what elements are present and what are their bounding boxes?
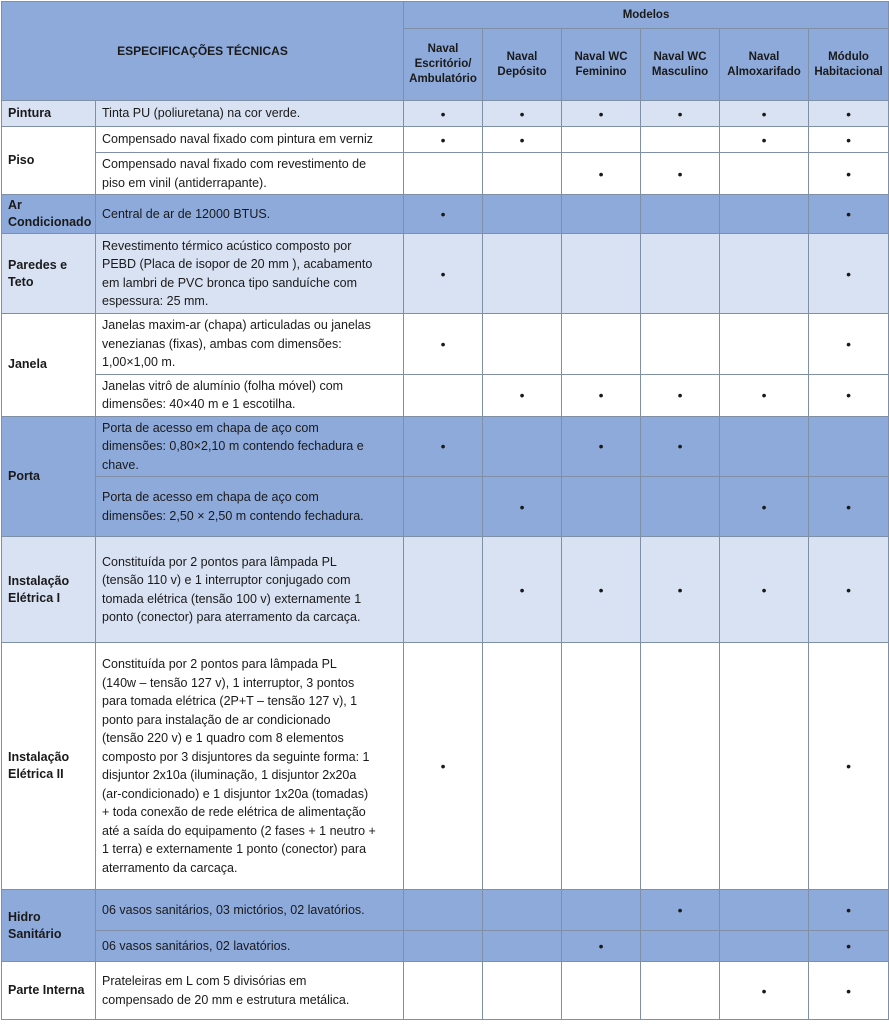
model-availability-cell — [720, 234, 809, 314]
model-availability-cell — [641, 931, 720, 962]
model-availability-cell — [720, 931, 809, 962]
model-header-line: Escritório/ — [414, 58, 472, 70]
model-availability-cell — [641, 477, 720, 537]
spec-description-line: (tensão 220 v) e 1 quadro com 8 elementos — [102, 731, 344, 745]
spec-description-line: piso em vinil (antiderrapante). — [102, 175, 267, 190]
model-availability-cell — [641, 314, 720, 375]
category-cell — [2, 195, 96, 234]
model-availability-cell — [641, 127, 720, 153]
spec-description-line: Tinta PU (poliuretana) na cor verde. — [102, 106, 301, 121]
spec-description — [96, 643, 404, 890]
spec-description-line: (140w – tensão 127 v), 1 interruptor, 3 pontos — [102, 675, 355, 690]
model-availability-cell — [641, 195, 720, 234]
bullet-mark: • — [846, 131, 851, 148]
model-availability-cell — [404, 314, 483, 375]
model-availability-cell — [404, 374, 483, 416]
model-availability-cell — [641, 374, 720, 416]
category-label: Parte Interna — [8, 983, 85, 997]
model-availability-cell — [641, 537, 720, 643]
spec-row — [2, 962, 889, 1020]
model-availability-cell — [809, 314, 889, 375]
model-availability-cell — [562, 643, 641, 890]
model-availability-cell — [641, 643, 720, 890]
model-availability-cell — [720, 374, 809, 416]
bullet-mark: • — [761, 982, 767, 999]
bullet-mark: • — [846, 265, 851, 282]
spec-description-line: Compensado naval fixado com pintura em verniz — [102, 132, 373, 147]
model-header-line: Naval — [427, 43, 459, 55]
category-cell — [2, 127, 96, 195]
bullet-mark: • — [440, 335, 446, 352]
bullet-mark: • — [846, 938, 851, 954]
spec-description-line: venezianas (fixas), ambas com dimensões: — [102, 336, 342, 351]
bullet-mark: • — [440, 265, 446, 282]
category-label: Porta — [8, 468, 40, 483]
spec-description — [96, 416, 404, 477]
spec-description-line: Porta de acesso em chapa de aço com — [102, 420, 319, 435]
model-availability-cell — [720, 153, 809, 195]
model-header-line: Módulo — [828, 50, 869, 63]
spec-description-line: dimensões: 2,50 × 2,50 m contendo fechadura. — [102, 508, 364, 523]
model-availability-cell — [483, 314, 562, 375]
model-availability-cell — [562, 374, 641, 416]
spec-description-line: 06 vasos sanitários, 02 lavatórios. — [102, 938, 291, 953]
spec-row — [2, 477, 889, 537]
model-availability-cell — [404, 477, 483, 537]
model-availability-cell — [720, 643, 809, 890]
model-availability-cell — [562, 314, 641, 375]
model-availability-cell — [809, 374, 889, 416]
bullet-mark: • — [677, 902, 683, 918]
model-availability-cell — [641, 153, 720, 195]
bullet-mark: • — [846, 105, 851, 122]
model-availability-cell — [720, 195, 809, 234]
bullet-mark: • — [519, 498, 525, 515]
spec-description-line: dimensões: 40×40 m e 1 escotilha. — [102, 397, 296, 411]
specs-title: ESPECIFICAÇÕES TÉCNICAS — [2, 2, 404, 101]
category-label: Paredes e — [8, 257, 68, 272]
model-header-line: Masculino — [651, 65, 709, 78]
model-header-line: Naval — [506, 50, 538, 63]
spec-description — [96, 374, 404, 416]
spec-description — [96, 890, 404, 931]
spec-description-line: Porta de acesso em chapa de aço com — [102, 490, 319, 504]
spec-description-line: disjuntor 2x10a (iluminação, 1 disjuntor 2x20a — [102, 768, 357, 782]
spec-description — [96, 537, 404, 643]
bullet-mark: • — [846, 581, 851, 598]
bullet-mark: • — [440, 438, 446, 455]
model-availability-cell — [562, 127, 641, 153]
spec-description-line: espessura: 25 mm. — [102, 294, 209, 308]
category-label: Instalação — [8, 573, 70, 588]
spec-description-line: Prateleiras em L com 5 divisórias em — [102, 974, 307, 988]
bullet-mark: • — [677, 581, 683, 598]
category-label: Sanitário — [8, 926, 62, 941]
model-availability-cell — [809, 234, 889, 314]
category-label: Condicionado — [8, 215, 92, 229]
bullet-mark: • — [846, 498, 851, 515]
model-availability-cell — [809, 931, 889, 962]
spec-description-line: Central de ar de 12000 BTUS. — [102, 206, 271, 221]
model-availability-cell — [404, 101, 483, 127]
spec-description-line: PEBD (Placa de isopor de 20 mm ), acabamento — [102, 257, 373, 271]
model-header-line: Almoxarifado — [727, 65, 801, 78]
model-availability-cell — [809, 153, 889, 195]
model-availability-cell — [483, 643, 562, 890]
bullet-mark: • — [846, 758, 851, 774]
spec-row — [2, 153, 889, 195]
model-header — [809, 29, 889, 101]
model-availability-cell — [641, 962, 720, 1020]
category-cell — [2, 962, 96, 1020]
model-availability-cell — [809, 643, 889, 890]
model-availability-cell — [562, 962, 641, 1020]
bullet-mark: • — [761, 581, 767, 598]
model-availability-cell — [720, 416, 809, 477]
spec-description — [96, 314, 404, 375]
spec-description — [96, 962, 404, 1020]
model-availability-cell — [809, 127, 889, 153]
model-header-line: Naval — [748, 50, 780, 63]
spec-row — [2, 314, 889, 375]
bullet-mark: • — [598, 438, 604, 455]
model-availability-cell — [404, 931, 483, 962]
bullet-mark: • — [677, 438, 683, 455]
model-availability-cell — [404, 962, 483, 1020]
model-availability-cell — [641, 101, 720, 127]
model-availability-cell — [483, 537, 562, 643]
category-label: Elétrica II — [8, 767, 64, 781]
model-availability-cell — [809, 195, 889, 234]
model-header-line: Habitacional — [814, 65, 883, 78]
model-header-line: Depósito — [497, 65, 547, 78]
spec-description-line: compensado de 20 mm e estrutura metálica. — [102, 992, 350, 1007]
category-label: Teto — [8, 274, 34, 289]
model-header-line: Ambulatório — [409, 73, 477, 85]
model-availability-cell — [404, 195, 483, 234]
spec-description-line: Revestimento térmico acústico composto por — [102, 238, 352, 253]
category-label: Ar — [8, 198, 22, 212]
bullet-mark: • — [519, 581, 525, 598]
bullet-mark: • — [846, 165, 851, 182]
model-availability-cell — [720, 962, 809, 1020]
spec-description-line: para tomada elétrica (2P+T – tensão 127 v), 1 — [102, 694, 358, 708]
model-availability-cell — [562, 195, 641, 234]
category-label: Hidro — [8, 909, 41, 924]
spec-description-line: dimensões: 0,80×2,10 m contendo fechadura e — [102, 439, 364, 453]
spec-description-line: Janelas vitrô de alumínio (folha móvel) com — [102, 378, 344, 393]
spec-row — [2, 127, 889, 153]
model-availability-cell — [720, 890, 809, 931]
bullet-mark: • — [677, 165, 683, 182]
model-availability-cell — [809, 101, 889, 127]
category-label: Elétrica I — [8, 590, 61, 605]
model-availability-cell — [809, 537, 889, 643]
model-availability-cell — [404, 890, 483, 931]
model-availability-cell — [404, 643, 483, 890]
model-availability-cell — [809, 416, 889, 477]
model-header-line: Naval WC — [574, 50, 628, 63]
model-availability-cell — [483, 931, 562, 962]
model-availability-cell — [404, 127, 483, 153]
spec-description-line: Janelas maxim-ar (chapa) articuladas ou janelas — [102, 318, 371, 332]
bullet-mark: • — [598, 105, 604, 122]
model-availability-cell — [483, 477, 562, 537]
spec-description — [96, 153, 404, 195]
spec-row — [2, 234, 889, 314]
spec-description-line: ponto (conector) para aterramento da carcaça. — [102, 610, 361, 624]
spec-description — [96, 195, 404, 234]
bullet-mark: • — [598, 938, 604, 954]
spec-description-line: + toda conexão de rede elétrica de alimentação — [102, 805, 366, 819]
models-group-header: Modelos — [404, 2, 889, 29]
model-header — [562, 29, 641, 101]
spec-description-line: até a saída do equipamento (2 fases + 1 neutro + — [102, 823, 376, 838]
model-availability-cell — [562, 931, 641, 962]
model-availability-cell — [404, 416, 483, 477]
spec-row — [2, 890, 889, 931]
model-availability-cell — [483, 416, 562, 477]
model-header — [404, 29, 483, 101]
model-availability-cell — [483, 234, 562, 314]
model-availability-cell — [641, 234, 720, 314]
bullet-mark: • — [519, 387, 525, 403]
bullet-mark: • — [440, 206, 446, 222]
model-header — [641, 29, 720, 101]
spec-description-line: tomada elétrica (tensão 100 v) externamente 1 — [102, 591, 362, 606]
bullet-mark: • — [761, 387, 767, 403]
bullet-mark: • — [519, 105, 525, 122]
model-availability-cell — [809, 477, 889, 537]
bullet-mark: • — [846, 335, 851, 352]
category-cell — [2, 890, 96, 962]
model-availability-cell — [483, 890, 562, 931]
bullet-mark: • — [846, 387, 851, 403]
spec-description-line: Constituída por 2 pontos para lâmpada PL — [102, 554, 337, 569]
model-availability-cell — [720, 314, 809, 375]
bullet-mark: • — [761, 131, 767, 148]
bullet-mark: • — [440, 758, 446, 774]
model-availability-cell — [404, 153, 483, 195]
model-availability-cell — [809, 962, 889, 1020]
model-availability-cell — [483, 195, 562, 234]
category-label: Janela — [8, 357, 47, 372]
spec-description-line: 1,00×1,00 m. — [102, 355, 176, 369]
bullet-mark: • — [440, 131, 446, 148]
spec-description-line: Compensado naval fixado com revestimento de — [102, 157, 367, 171]
category-label: Instalação — [8, 750, 70, 764]
model-availability-cell — [483, 101, 562, 127]
model-availability-cell — [720, 477, 809, 537]
bullet-mark: • — [846, 206, 851, 222]
bullet-mark: • — [598, 387, 604, 403]
model-header — [720, 29, 809, 101]
spec-description-line: 1 terra) e externamente 1 ponto (conector) para — [102, 842, 367, 856]
spec-description-line: composto por 3 disjuntores da seguinte forma: 1 — [102, 749, 370, 764]
model-availability-cell — [562, 101, 641, 127]
category-cell — [2, 643, 96, 890]
spec-description — [96, 234, 404, 314]
model-availability-cell — [562, 537, 641, 643]
bullet-mark: • — [519, 131, 525, 148]
spec-row — [2, 931, 889, 962]
category-cell — [2, 537, 96, 643]
spec-row — [2, 537, 889, 643]
bullet-mark: • — [761, 498, 767, 515]
bullet-mark: • — [846, 982, 851, 999]
model-availability-cell — [404, 537, 483, 643]
model-availability-cell — [720, 127, 809, 153]
category-cell — [2, 101, 96, 127]
model-availability-cell — [641, 416, 720, 477]
bullet-mark: • — [598, 581, 604, 598]
spec-description-line: Constituída por 2 pontos para lâmpada PL — [102, 657, 337, 671]
spec-description — [96, 101, 404, 127]
category-cell — [2, 314, 96, 417]
spec-description-line: (ar-condicionado) e 1 disjuntor 1x20a (tomadas) — [102, 786, 369, 801]
spec-description-line: (tensão 110 v) e 1 interruptor conjugado com — [102, 573, 351, 587]
model-header-line: Feminino — [575, 65, 627, 78]
spec-description-line: chave. — [102, 457, 139, 472]
bullet-mark: • — [761, 105, 767, 122]
spec-description — [96, 477, 404, 537]
spec-row — [2, 195, 889, 234]
model-availability-cell — [483, 153, 562, 195]
spec-description-line: aterramento da carcaça. — [102, 860, 238, 875]
model-availability-cell — [809, 890, 889, 931]
model-availability-cell — [720, 537, 809, 643]
spec-row — [2, 643, 889, 890]
specs-table — [1, 1, 889, 1020]
model-header — [483, 29, 562, 101]
category-cell — [2, 234, 96, 314]
model-availability-cell — [562, 416, 641, 477]
bullet-mark: • — [440, 105, 446, 122]
spec-row — [2, 101, 889, 127]
model-availability-cell — [483, 962, 562, 1020]
model-availability-cell — [720, 101, 809, 127]
category-label: Piso — [8, 153, 35, 167]
category-label: Pintura — [8, 106, 52, 120]
model-availability-cell — [562, 477, 641, 537]
model-availability-cell — [483, 127, 562, 153]
spec-description — [96, 127, 404, 153]
model-header-line: Naval WC — [653, 50, 707, 63]
model-availability-cell — [562, 890, 641, 931]
bullet-mark: • — [598, 165, 604, 182]
model-availability-cell — [562, 153, 641, 195]
spec-description-line: ponto para instalação de ar condicionado — [102, 712, 331, 727]
model-availability-cell — [641, 890, 720, 931]
spec-row — [2, 416, 889, 477]
model-availability-cell — [483, 374, 562, 416]
model-availability-cell — [404, 234, 483, 314]
spec-description-line: em lambri de PVC bronca tipo sanduíche com — [102, 275, 357, 290]
model-availability-cell — [562, 234, 641, 314]
bullet-mark: • — [846, 902, 851, 918]
spec-description-line: 06 vasos sanitários, 03 mictórios, 02 lavatórios. — [102, 902, 365, 917]
bullet-mark: • — [677, 105, 683, 122]
spec-row — [2, 374, 889, 416]
bullet-mark: • — [677, 387, 683, 403]
category-cell — [2, 416, 96, 537]
spec-description — [96, 931, 404, 962]
